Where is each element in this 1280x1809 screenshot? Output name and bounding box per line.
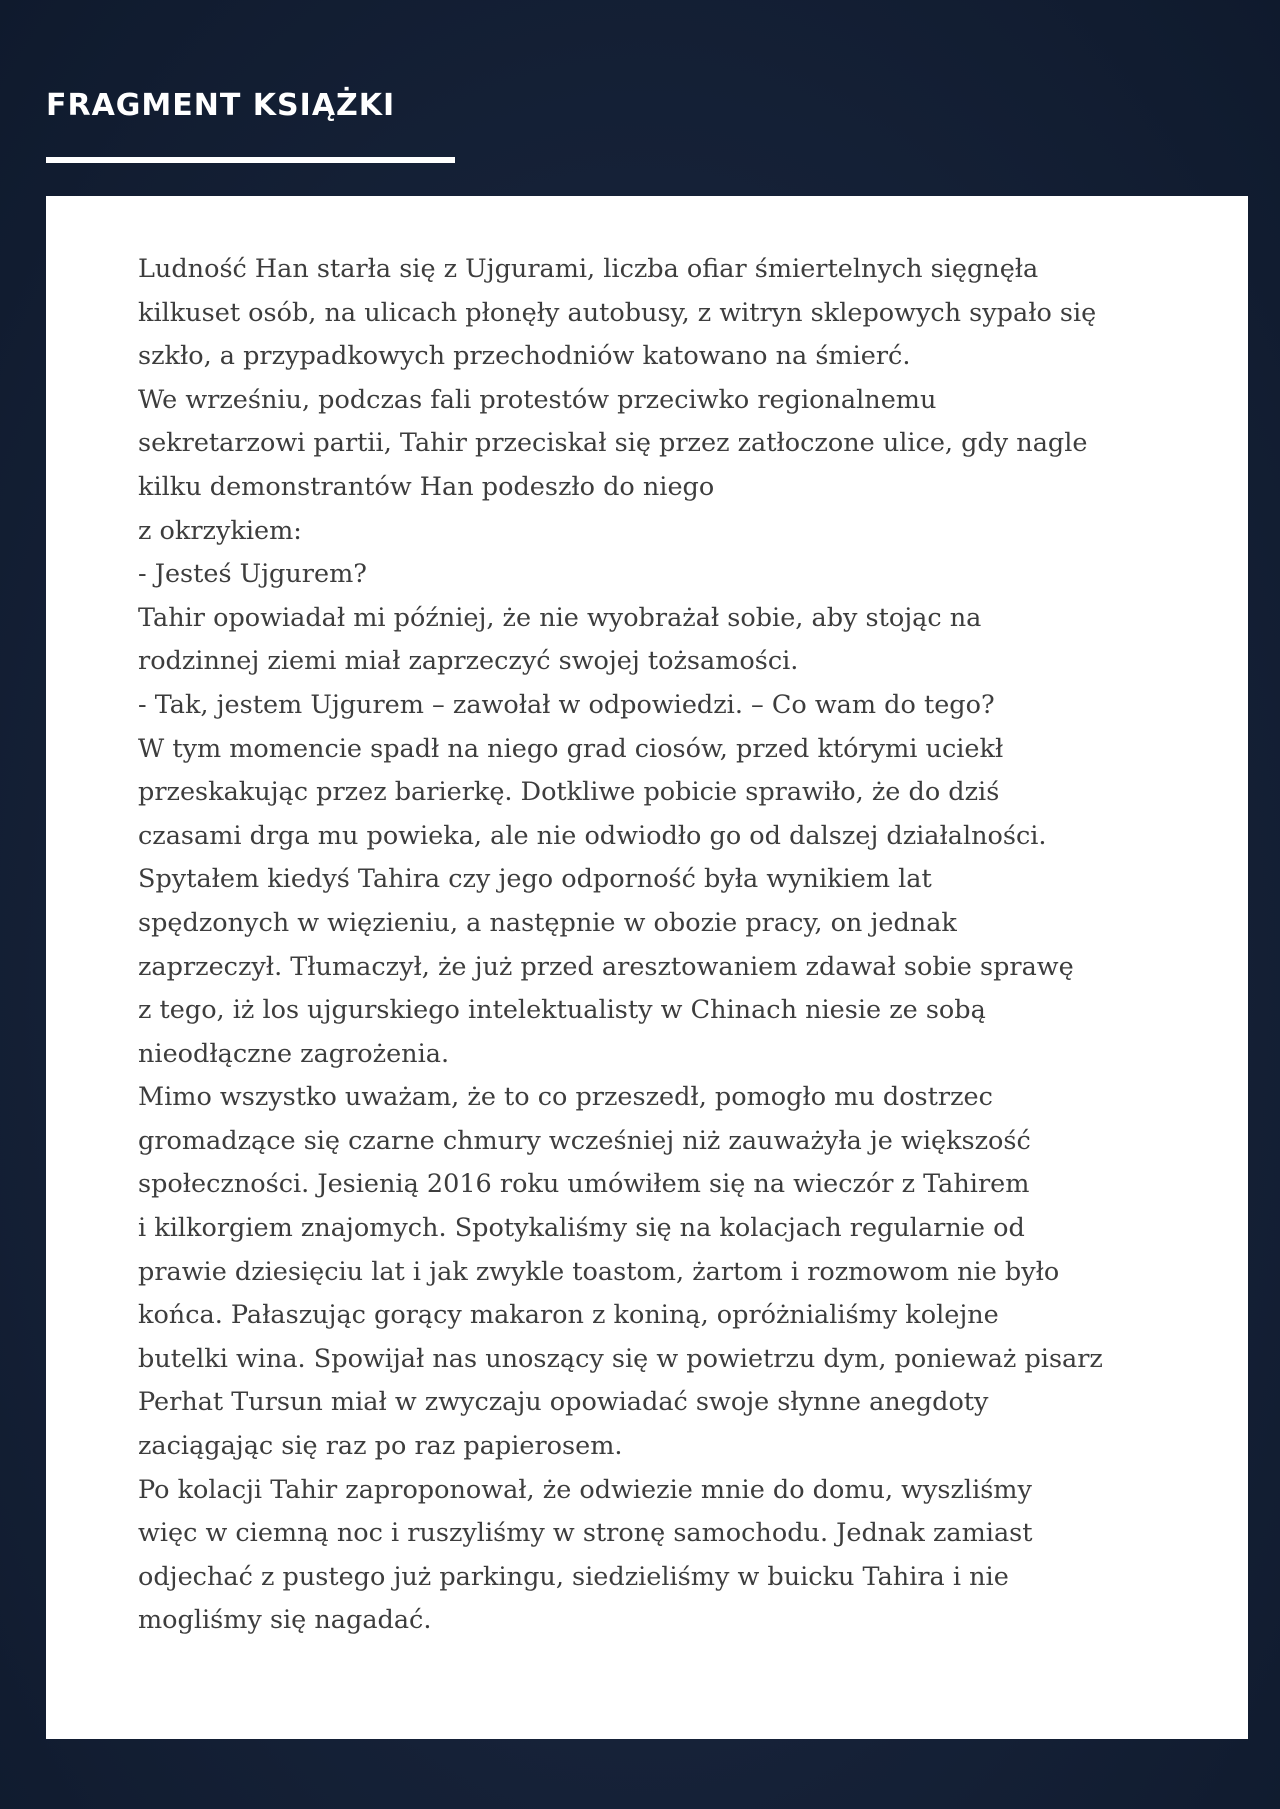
excerpt-line: i kilkorgiem znajomych. Spotykaliśmy się na kolacjach regularnie od xyxy=(138,1213,1025,1244)
excerpt-line: Ludność Han starła się z Ujgurami, liczba ofiar śmiertelnych sięgnęła xyxy=(138,254,1039,284)
excerpt-line: gromadzące się czarne chmury wcześniej niż zauważyła je większość xyxy=(138,1125,1031,1156)
section-title: FRAGMENT KSIĄŻKI xyxy=(46,88,396,123)
excerpt-line: butelki wina. Spowijał nas unoszący się w powietrzu dym, ponieważ pisarz xyxy=(138,1343,1103,1374)
excerpt-line: czasami drga mu powieka, ale nie odwiodło go od dalszej działalności. xyxy=(138,820,1047,851)
excerpt-line: Po kolacji Tahir zaproponował, że odwiezie mnie do domu, wyszliśmy xyxy=(138,1474,1032,1505)
excerpt-line: więc w ciemną noc i ruszyliśmy w stronę samochodu. Jednak zamiast xyxy=(138,1518,1033,1549)
excerpt-line: z okrzykiem: xyxy=(138,515,302,546)
excerpt-line: mogliśmy się nagadać. xyxy=(138,1605,432,1636)
excerpt-line: We wrześniu, podczas fali protestów przeciwko regionalnemu xyxy=(138,384,937,415)
excerpt-line: z tego, iż los ujgurskiego intelektualisty w Chinach niesie ze sobą xyxy=(138,995,986,1026)
excerpt-line: kilkuset osób, na ulicach płonęły autobusy, z witryn sklepowych sypało się xyxy=(138,297,1097,328)
excerpt-line: Spytałem kiedyś Tahira czy jego odporność była wynikiem lat xyxy=(138,864,932,895)
excerpt-line: spędzonych w więzieniu, a następnie w obozie pracy, on jednak xyxy=(138,907,957,938)
excerpt-line: kilku demonstrantów Han podeszło do niego xyxy=(138,471,715,502)
excerpt-line: zaciągając się raz po raz papierosem. xyxy=(138,1431,623,1462)
title-underline xyxy=(46,157,455,163)
excerpt-line: Perhat Tursun miał w zwyczaju opowiadać swoje słynne anegdoty xyxy=(138,1387,989,1418)
excerpt-line: prawie dziesięciu lat i jak zwykle toastom, żartom i rozmowom nie było xyxy=(138,1256,1060,1287)
excerpt-line: sekretarzowi partii, Tahir przeciskał się przez zatłoczone ulice, gdy nagle xyxy=(138,428,1088,459)
excerpt-line: końca. Pałaszując gorący makaron z koniną, opróżnialiśmy kolejne xyxy=(138,1300,999,1331)
excerpt-line: - Tak, jestem Ujgurem – zawołał w odpowiedzi. – Co wam do tego? xyxy=(138,689,995,720)
excerpt-line: zaprzeczył. Tłumaczył, że już przed aresztowaniem zdawał sobie sprawę xyxy=(138,951,1074,982)
excerpt-line: przeskakując przez barierkę. Dotkliwe pobicie sprawiło, że do dziś xyxy=(138,777,1000,808)
excerpt-line: rodzinnej ziemi miał zaprzeczyć swojej tożsamości. xyxy=(138,646,799,677)
excerpt-line: Tahir opowiadał mi później, że nie wyobrażał sobie, aby stojąc na xyxy=(138,602,982,633)
excerpt-panel xyxy=(46,196,1248,1739)
excerpt-line: - Jesteś Ujgurem? xyxy=(138,559,367,590)
excerpt-line: W tym momencie spadł na niego grad ciosów, przed którymi uciekł xyxy=(138,733,1004,764)
excerpt-line: szkło, a przypadkowych przechodniów katowano na śmierć. xyxy=(138,341,911,372)
excerpt-line: Mimo wszystko uważam, że to co przeszedł, pomogło mu dostrzec xyxy=(138,1082,993,1113)
excerpt-line: odjechać z pustego już parkingu, siedzieliśmy w buicku Tahira i nie xyxy=(138,1561,1009,1592)
excerpt-line: nieodłączne zagrożenia. xyxy=(138,1038,450,1069)
excerpt-line: społeczności. Jesienią 2016 roku umówiłem się na wieczór z Tahirem xyxy=(138,1169,1030,1200)
